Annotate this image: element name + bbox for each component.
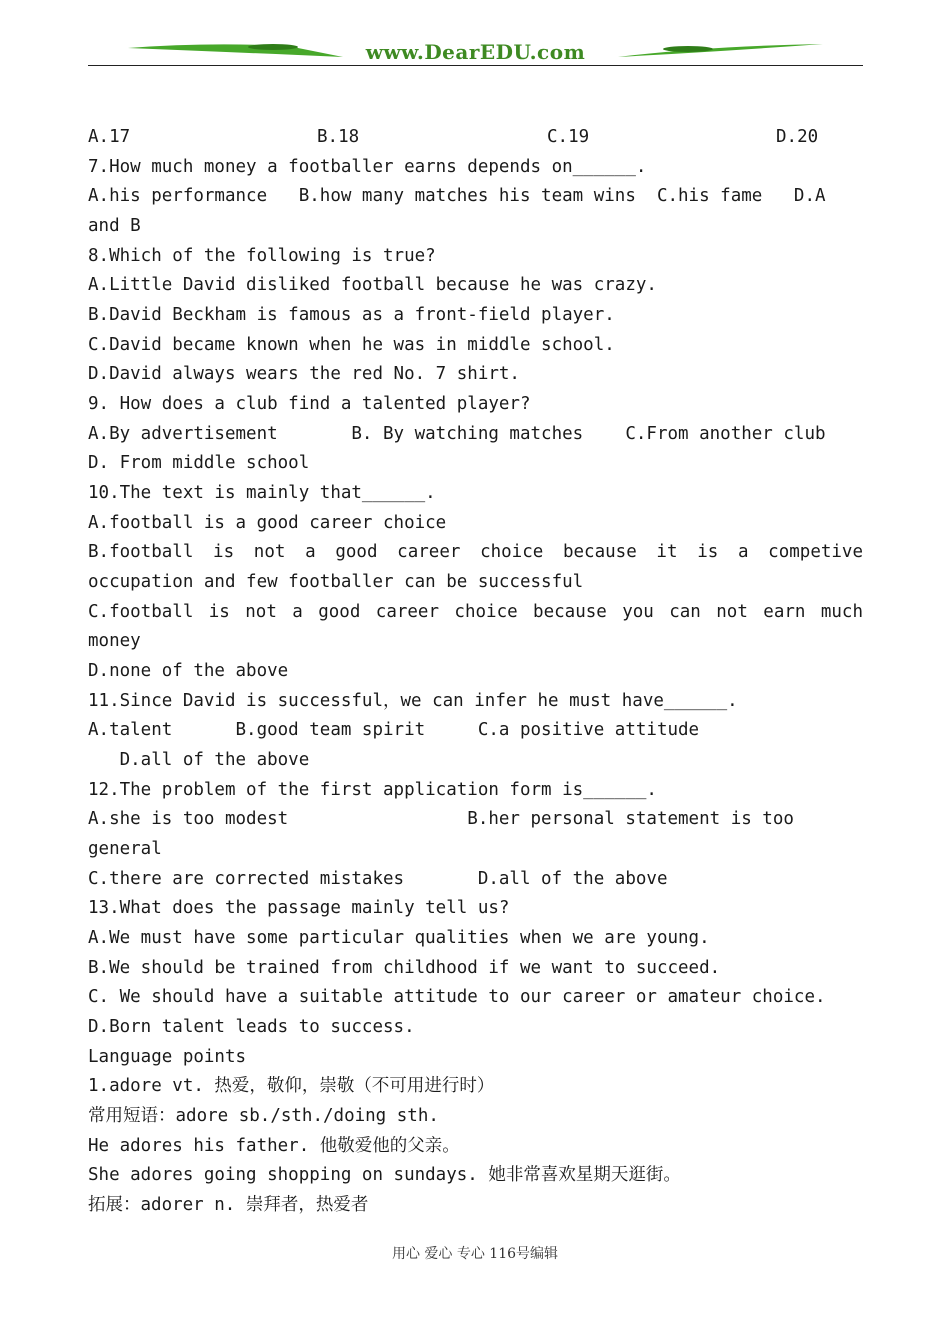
text-line: D. From middle school <box>88 453 310 473</box>
text-line: D.none of the above <box>88 661 289 681</box>
text-line: C.there are corrected mistakes D.all of the above <box>88 869 668 889</box>
text-line: 常用短语：adore sb./sth./doing sth. <box>88 1106 439 1126</box>
text-line: 12.The problem of the first application form is______. <box>88 780 657 800</box>
text-line: She adores going shopping on sundays. 她非常喜欢星期天逛街。 <box>88 1165 681 1185</box>
text-line: C.football is not a good career choice because you can not earn much <box>88 602 863 622</box>
header-rule <box>88 65 863 66</box>
text-line: D.Born talent leads to success. <box>88 1017 415 1037</box>
text-line: and B <box>88 216 141 236</box>
options-row-q6 <box>88 122 863 152</box>
section-heading: Language points <box>88 1047 247 1067</box>
text-line: C. We should have a suitable attitude to our career or amateur choice. <box>88 987 826 1007</box>
text-line: 9. How does a club find a talented player? <box>88 394 531 414</box>
text-line: 10.The text is mainly that______. <box>88 483 436 503</box>
option-c: C.19 <box>547 127 590 147</box>
text-line: 8.Which of the following is true? <box>88 246 436 266</box>
option-d: D.20 <box>776 127 819 147</box>
text-line: 13.What does the passage mainly tell us? <box>88 898 510 918</box>
text-line: B.We should be trained from childhood if we want to succeed. <box>88 958 721 978</box>
text-line: 拓展：adorer n. 崇拜者，热爱者 <box>88 1195 369 1215</box>
text-line: A.his performance B.how many matches his team wins C.his fame D.A <box>88 186 826 206</box>
text-line: 1.adore vt. 热爱，敬仰，崇敬（不可用进行时） <box>88 1076 495 1096</box>
text-line: 11.Since David is successful，we can infer he must have______. <box>88 691 738 711</box>
text-line: general <box>88 839 162 859</box>
text-line: 7.How much money a footballer earns depends on______. <box>88 157 647 177</box>
text-line: A.talent B.good team spirit C.a positive attitude <box>88 720 700 740</box>
option-a: A.17 <box>88 127 131 147</box>
text-line: D.all of the above <box>88 750 310 770</box>
text-line: A.By advertisement B. By watching matches C.From another club <box>88 424 826 444</box>
text-line: B.David Beckham is famous as a front-field player. <box>88 305 615 325</box>
text-line: C.David became known when he was in middle school. <box>88 335 615 355</box>
text-line: D.David always wears the red No. 7 shirt. <box>88 364 520 384</box>
page-header <box>88 38 863 68</box>
text-line: B.football is not a good career choice because it is a competive <box>88 542 863 562</box>
text-line: A.We must have some particular qualities when we are young. <box>88 928 710 948</box>
text-line: A.Little David disliked football because he was crazy. <box>88 275 657 295</box>
text-line: A.football is a good career choice <box>88 513 447 533</box>
header-logo: www.DearEDU.com <box>365 40 586 64</box>
text-line: occupation and few footballer can be successful <box>88 572 584 592</box>
text-line: He adores his father. 他敬爱他的父亲。 <box>88 1136 460 1156</box>
text-line: A.she is too modest B.her personal statement is too <box>88 809 794 829</box>
page-footer: 用心 爱心 专心 116号编辑 <box>391 1246 559 1262</box>
option-b: B.18 <box>317 127 360 147</box>
text-line: money <box>88 631 141 651</box>
